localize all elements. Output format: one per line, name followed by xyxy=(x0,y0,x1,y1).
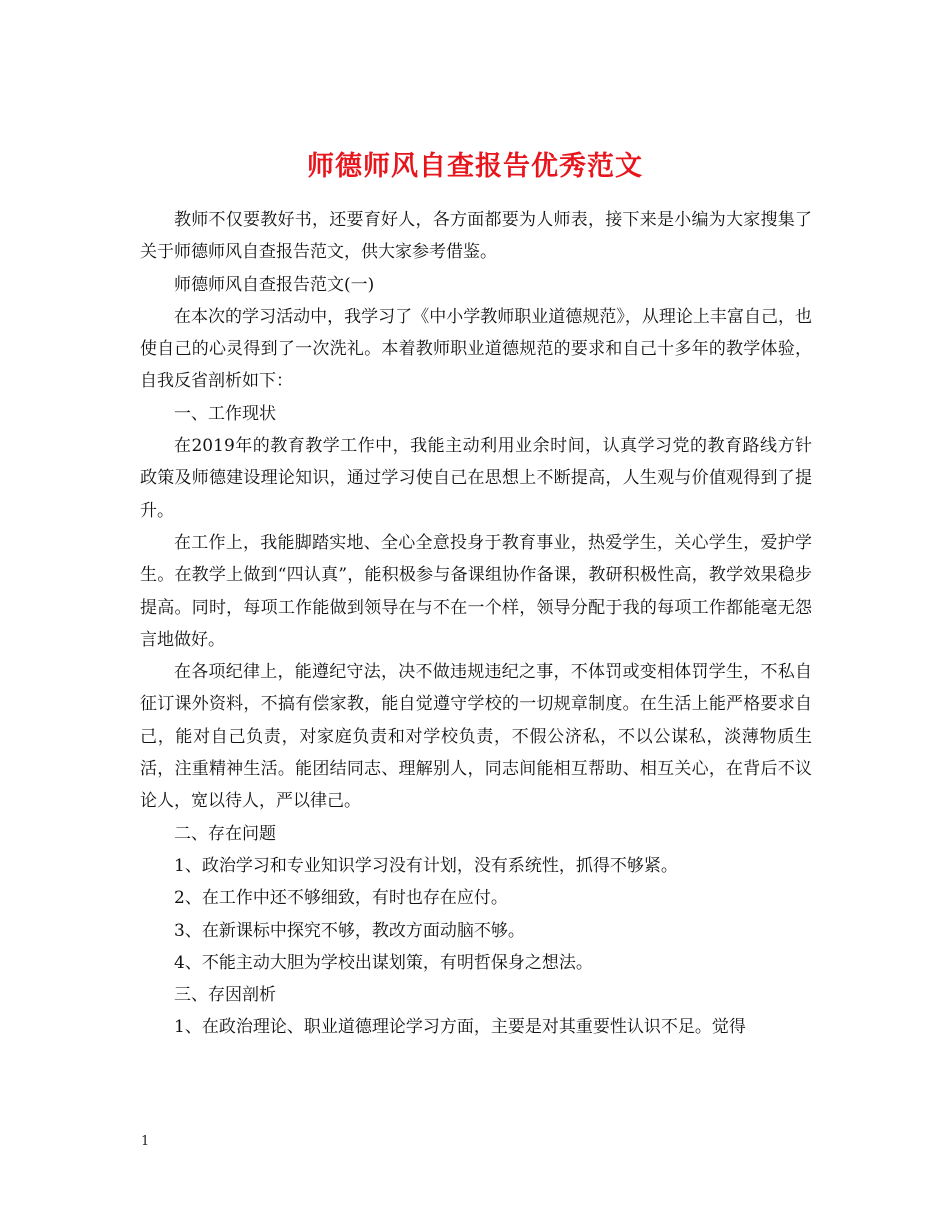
paragraph: 在本次的学习活动中，我学习了《中小学教师职业道德规范》，从理论上丰富自己，也使自己的心灵得到了一次洗礼。本着教师职业道德规范的要求和自己十多年的教学体验，自我反省剖析如下： xyxy=(140,306,812,392)
document-body xyxy=(140,204,812,1044)
paragraph: 在2019年的教育教学工作中，我能主动利用业余时间，认真学习党的教育路线方针政策及师德建设理论知识，通过学习使自己在思想上不断提高，人生观与价值观得到了提升。 xyxy=(140,436,812,521)
paragraph: 在各项纪律上，能遵纪守法，决不做违规违纪之事，不体罚或变相体罚学生，不私自征订课外资料，不搞有偿家教，能自觉遵守学校的一切规章制度。在生活上能严格要求自己，能对自己负责，对家庭负责和对学校负责，不假公济私，不以公谋私，淡薄物质生活，注重精神生活。能团结同志、理解别人，同志间能相互帮助、相互关心，在背后不议论人，宽以待人，严以律己。 xyxy=(140,662,812,812)
list-item: 2、在工作中还不够细致，有时也存在应付。 xyxy=(174,888,508,909)
section-heading: 师德师风自查报告范文(一) xyxy=(174,274,375,295)
list-item: 4、不能主动大胆为学校出谋划策，有明哲保身之想法。 xyxy=(174,952,593,973)
page-number: 1 xyxy=(141,1134,150,1149)
list-item: 3、在新课标中探究不够，教改方面动脑不够。 xyxy=(174,920,525,941)
paragraph: 教师不仅要教好书，还要育好人，各方面都要为人师表，接下来是小编为大家搜集了关于师德师风自查报告范文，供大家参考借鉴。 xyxy=(140,210,812,263)
paragraph: 在工作上，我能脚踏实地、全心全意投身于教育事业，热爱学生，关心学生，爱护学生。在教学上做到“四认真”，能积极参与备课组协作备课，教研积极性高，教学效果稳步提高。同时，每项工作能做到领导在与不在一个样，领导分配于我的每项工作都能毫无怨言地做好。 xyxy=(140,532,812,650)
section-heading: 三、存因剖析 xyxy=(174,985,276,1006)
list-item: 1、政治学习和专业知识学习没有计划，没有系统性，抓得不够紧。 xyxy=(174,855,678,876)
paragraph: 1、在政治理论、职业道德理论学习方面，主要是对其重要性认识不足。觉得 xyxy=(174,1017,746,1038)
document-title: 师德师风自查报告优秀范文 xyxy=(307,151,643,183)
section-heading: 二、存在问题 xyxy=(174,823,276,844)
section-heading: 一、工作现状 xyxy=(174,403,276,424)
